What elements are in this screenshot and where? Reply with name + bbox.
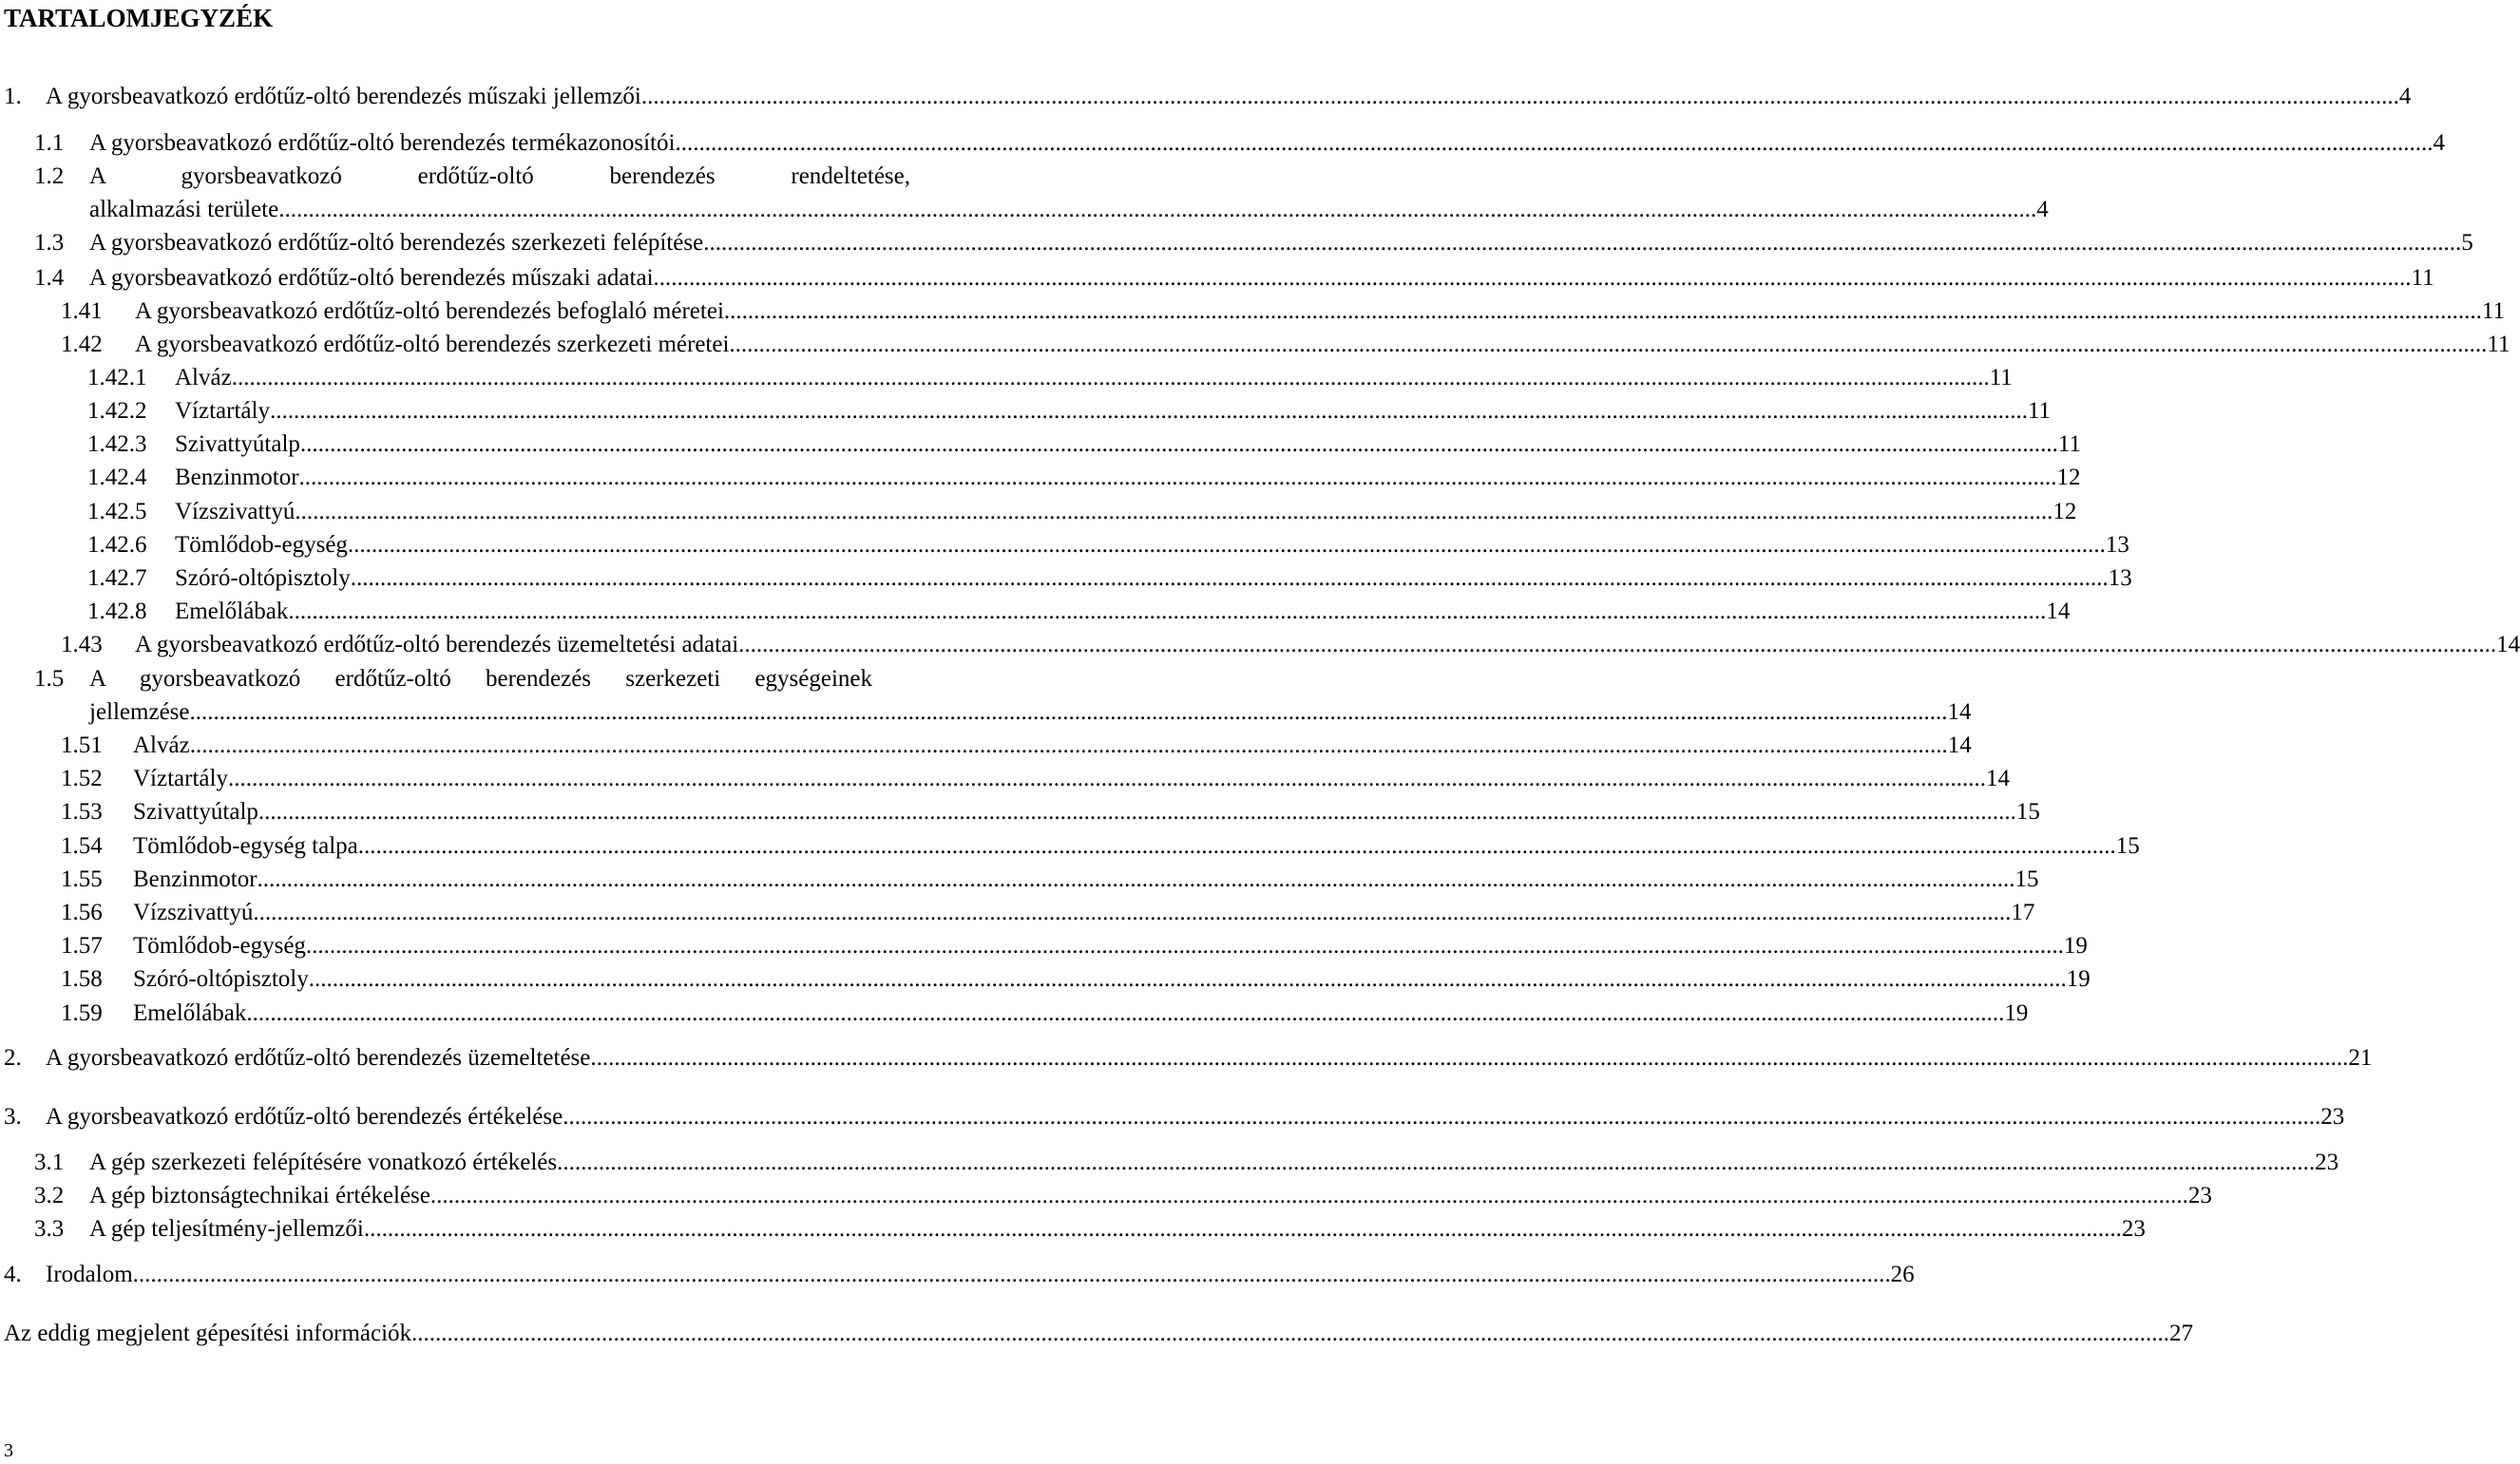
toc-entry-text: Alváz xyxy=(133,732,190,758)
toc-entry-page: 14 xyxy=(2046,599,2071,624)
toc-leader xyxy=(641,81,2399,113)
toc-entry[interactable] xyxy=(87,428,2081,461)
toc-entry-text: A gép szerkezeti felépítésére vonatkozó értékelés xyxy=(89,1150,558,1175)
toc-entry[interactable] xyxy=(61,295,2505,328)
toc-leader xyxy=(270,395,2028,428)
toc-entry-text: Szóró-oltópisztoly xyxy=(133,966,309,992)
toc-entry-number: 1.57 xyxy=(61,933,103,959)
toc-entry[interactable] xyxy=(87,596,2071,628)
toc-entry-page: 12 xyxy=(2052,499,2077,524)
toc-leader xyxy=(253,897,2011,929)
toc-entry[interactable] xyxy=(4,81,2412,113)
toc-entry-page: 27 xyxy=(2169,1321,2194,1346)
toc-entry-text: A gyorsbeavatkozó erdőtűz-oltó berendezés termékazonosítói xyxy=(89,130,676,156)
toc-entry-text: Tömlődob-egység talpa xyxy=(133,833,358,859)
toc-leader xyxy=(232,362,1990,394)
toc-leader xyxy=(190,730,1948,762)
toc-entry[interactable] xyxy=(34,663,872,695)
toc-entry[interactable] xyxy=(34,227,2473,259)
toc-entry[interactable] xyxy=(34,161,910,193)
toc-entry-text: Víztartály xyxy=(133,766,228,791)
toc-leader xyxy=(557,1147,2315,1179)
toc-entry[interactable] xyxy=(61,763,2010,795)
toc-entry-number: 3.2 xyxy=(34,1183,65,1208)
toc-entry-text: Benzinmotor xyxy=(175,465,299,490)
toc-entry-number: 1.54 xyxy=(61,833,103,859)
toc-entry-page: 11 xyxy=(2411,265,2434,291)
toc-entry-page: 26 xyxy=(1890,1262,1915,1287)
toc-entry-number: 3. xyxy=(4,1104,22,1130)
toc-entry-page: 5 xyxy=(2461,230,2473,256)
toc-entry-text: A gyorsbeavatkozó erdőtűz-oltó berendezés szerkezeti méretei xyxy=(135,332,730,357)
toc-entry-page: 4 xyxy=(2036,197,2049,222)
toc-entry[interactable] xyxy=(87,462,2081,494)
toc-leader xyxy=(228,763,1986,795)
toc-entry[interactable] xyxy=(61,796,2040,828)
toc-entry-page: 14 xyxy=(2496,632,2520,657)
toc-entry-text: alkalmazási területe xyxy=(89,197,279,222)
toc-leader xyxy=(724,295,2482,328)
toc-leader xyxy=(288,596,2046,628)
toc-entry-text: Víztartály xyxy=(175,398,270,424)
toc-entry-text: A gyorsbeavatkozó erdőtűz-oltó berendezés rendeltetése, xyxy=(89,163,910,189)
toc-entry-text: Szivattyútalp xyxy=(133,799,258,825)
toc-entry-number: 1.42 xyxy=(61,332,103,357)
toc-entry-text: A gyorsbeavatkozó erdőtűz-oltó berendezés értékelése xyxy=(46,1104,563,1130)
toc-entry-page: 14 xyxy=(1947,699,1972,725)
toc-entry[interactable] xyxy=(34,1180,2212,1212)
toc-leader xyxy=(258,864,2015,896)
toc-leader xyxy=(411,1318,2169,1350)
toc-entry-page: 23 xyxy=(2315,1150,2339,1175)
toc-entry-text: jellemzése xyxy=(89,699,190,725)
toc-leader xyxy=(133,1259,1891,1291)
toc-leader xyxy=(364,1213,2122,1245)
toc-leader xyxy=(563,1101,2320,1133)
toc-entry-page: 23 xyxy=(2187,1183,2212,1208)
toc-entry-page: 11 xyxy=(2487,332,2510,357)
toc-entry-text: Szivattyútalp xyxy=(175,431,300,457)
toc-entry-number: 1.59 xyxy=(61,1000,103,1026)
toc-leader xyxy=(300,428,2058,461)
toc-entry[interactable] xyxy=(4,1042,2373,1074)
toc-entry-page: 11 xyxy=(1989,365,2013,390)
toc-entry[interactable] xyxy=(34,1147,2339,1179)
toc-leader xyxy=(190,696,1948,729)
toc-leader xyxy=(348,529,2106,561)
toc-entry[interactable] xyxy=(34,127,2445,160)
toc-leader xyxy=(309,963,2067,996)
toc-entry[interactable] xyxy=(87,529,2129,561)
toc-entry-text: A gyorsbeavatkozó erdőtűz-oltó berendezés szerkezeti egységeinek xyxy=(89,666,872,692)
toc-entry[interactable] xyxy=(4,1101,2345,1133)
toc-leader xyxy=(358,830,2116,863)
toc-entry-text: A gyorsbeavatkozó erdőtűz-oltó berendezés üzemeltetési adatai xyxy=(135,632,739,657)
toc-leader xyxy=(703,227,2461,259)
toc-entry[interactable] xyxy=(87,395,2052,428)
toc-entry[interactable] xyxy=(34,1213,2146,1245)
toc-entry-page: 14 xyxy=(1985,766,2010,791)
toc-entry-page: 23 xyxy=(2121,1216,2146,1242)
toc-entry[interactable] xyxy=(4,1259,1915,1291)
toc-entry[interactable] xyxy=(61,830,2140,863)
toc-entry-number: 1.42.7 xyxy=(87,565,147,591)
toc-entry[interactable] xyxy=(61,629,2520,661)
toc-entry-page: 11 xyxy=(2057,431,2081,457)
toc-entry[interactable] xyxy=(61,864,2039,896)
toc-entry[interactable] xyxy=(61,329,2510,361)
toc-entry-number: 1.4 xyxy=(34,265,65,291)
toc-entry-page: 21 xyxy=(2348,1045,2373,1071)
toc-entry-number: 1.41 xyxy=(61,298,103,324)
toc-entry-number: 1.42.1 xyxy=(87,365,147,390)
toc-entry-page: 12 xyxy=(2056,465,2081,490)
toc-title: TARTALOMJEGYZÉK xyxy=(4,4,274,32)
toc-entry-number: 4. xyxy=(4,1262,22,1287)
toc-entry[interactable] xyxy=(61,730,1972,762)
toc-entry-number: 3.1 xyxy=(34,1150,65,1175)
toc-leader xyxy=(590,1042,2348,1074)
toc-entry-number: 1.58 xyxy=(61,966,103,992)
toc-leader xyxy=(306,930,2064,962)
toc-entry-text: A gyorsbeavatkozó erdőtűz-oltó berendezés üzemeltetése xyxy=(46,1045,591,1071)
toc-entry-number: 1.42.3 xyxy=(87,431,147,457)
toc-entry-text: Emelőlábak xyxy=(133,1000,247,1026)
toc-entry-number: 1.42.2 xyxy=(87,398,147,424)
toc-entry-page: 13 xyxy=(2108,565,2132,591)
toc-entry-page: 4 xyxy=(2398,84,2412,109)
toc-leader xyxy=(729,329,2487,361)
toc-entry-text: A gyorsbeavatkozó erdőtűz-oltó berendezés szerkezeti felépítése xyxy=(89,230,704,256)
toc-entry[interactable] xyxy=(61,897,2035,929)
toc-leader xyxy=(430,1180,2188,1212)
toc-leader xyxy=(295,496,2052,528)
toc-entry-text: A gyorsbeavatkozó erdőtűz-oltó berendezés műszaki adatai xyxy=(89,265,654,291)
toc-leader xyxy=(299,462,2057,494)
toc-leader xyxy=(246,998,2004,1030)
page-number: 3 xyxy=(4,1440,13,1461)
toc-entry-text: Benzinmotor xyxy=(133,866,258,892)
toc-leader xyxy=(278,194,2036,226)
toc-entry-number: 1.1 xyxy=(34,130,65,156)
toc-entry-number: 1.5 xyxy=(34,666,65,692)
toc-entry-number: 1.42.6 xyxy=(87,532,147,558)
toc-entry[interactable] xyxy=(61,930,2088,962)
toc-entry-number: 1.52 xyxy=(61,766,103,791)
toc-entry-page: 11 xyxy=(2481,298,2505,324)
toc-entry-page: 13 xyxy=(2105,532,2129,558)
toc-entry-number: 3.3 xyxy=(34,1216,65,1242)
toc-entry-number: 1.42.5 xyxy=(87,499,147,524)
toc-entry-text: Az eddig megjelent gépesítési információk xyxy=(4,1321,412,1346)
toc-entry-number: 1.42.8 xyxy=(87,599,147,624)
toc-entry-page: 19 xyxy=(2063,933,2088,959)
toc-entry[interactable] xyxy=(87,496,2077,528)
toc-entry-text: A gyorsbeavatkozó erdőtűz-oltó berendezés befoglaló méretei xyxy=(135,298,724,324)
toc-entry-text: Tömlődob-egység xyxy=(175,532,348,558)
toc-entry-number: 1.43 xyxy=(61,632,103,657)
toc-entry-page: 4 xyxy=(2433,130,2445,156)
toc-entry-page: 19 xyxy=(2004,1000,2029,1026)
toc-entry-number: 1.42.4 xyxy=(87,465,147,490)
toc-entry-text: A gyorsbeavatkozó erdőtűz-oltó berendezés műszaki jellemzői xyxy=(46,84,641,109)
toc-entry-number: 1.56 xyxy=(61,900,103,925)
toc-entry-page: 19 xyxy=(2066,966,2090,992)
toc-entry-page: 15 xyxy=(2115,833,2140,859)
toc-entry-page: 17 xyxy=(2011,900,2035,925)
toc-entry[interactable] xyxy=(61,963,2090,996)
toc-entry-number: 1. xyxy=(4,84,22,109)
toc-leader xyxy=(675,127,2433,160)
toc-entry-number: 1.55 xyxy=(61,866,103,892)
toc-entry[interactable] xyxy=(61,998,2029,1030)
toc-entry[interactable] xyxy=(87,362,2013,394)
toc-entry-number: 1.3 xyxy=(34,230,65,256)
toc-leader xyxy=(258,796,2016,828)
toc-leader xyxy=(351,562,2109,595)
toc-entry-text: Vízszivattyú xyxy=(133,900,254,925)
toc-entry-text: Tömlődob-egység xyxy=(133,933,306,959)
toc-entry-page: 23 xyxy=(2320,1104,2345,1130)
toc-entry-text: Irodalom xyxy=(46,1262,133,1287)
toc-entry-page: 11 xyxy=(2027,398,2052,424)
toc-leader xyxy=(654,262,2412,295)
toc-entry-text: Alváz xyxy=(175,365,232,390)
toc-entry[interactable] xyxy=(34,262,2434,295)
toc-entry[interactable] xyxy=(89,696,1972,729)
toc-entry[interactable] xyxy=(87,562,2132,595)
toc-entry-number: 1.2 xyxy=(34,163,65,189)
toc-entry-text: Emelőlábak xyxy=(175,599,289,624)
toc-entry-text: Vízszivattyú xyxy=(175,499,296,524)
toc-entry-text: Szóró-oltópisztoly xyxy=(175,565,351,591)
toc-entry-page: 15 xyxy=(2014,866,2039,892)
toc-entry-text: A gép biztonságtechnikai értékelése xyxy=(89,1183,430,1208)
toc-entry-page: 14 xyxy=(1947,732,1972,758)
toc-entry-number: 1.51 xyxy=(61,732,103,758)
toc-entry-page: 15 xyxy=(2015,799,2040,825)
toc-leader xyxy=(738,629,2496,661)
toc-entry[interactable] xyxy=(4,1318,2194,1350)
toc-entry-number: 1.53 xyxy=(61,799,103,825)
toc-entry-text: A gép teljesítmény-jellemzői xyxy=(89,1216,364,1242)
toc-entry-number: 2. xyxy=(4,1045,22,1071)
toc-entry[interactable] xyxy=(89,194,2049,226)
